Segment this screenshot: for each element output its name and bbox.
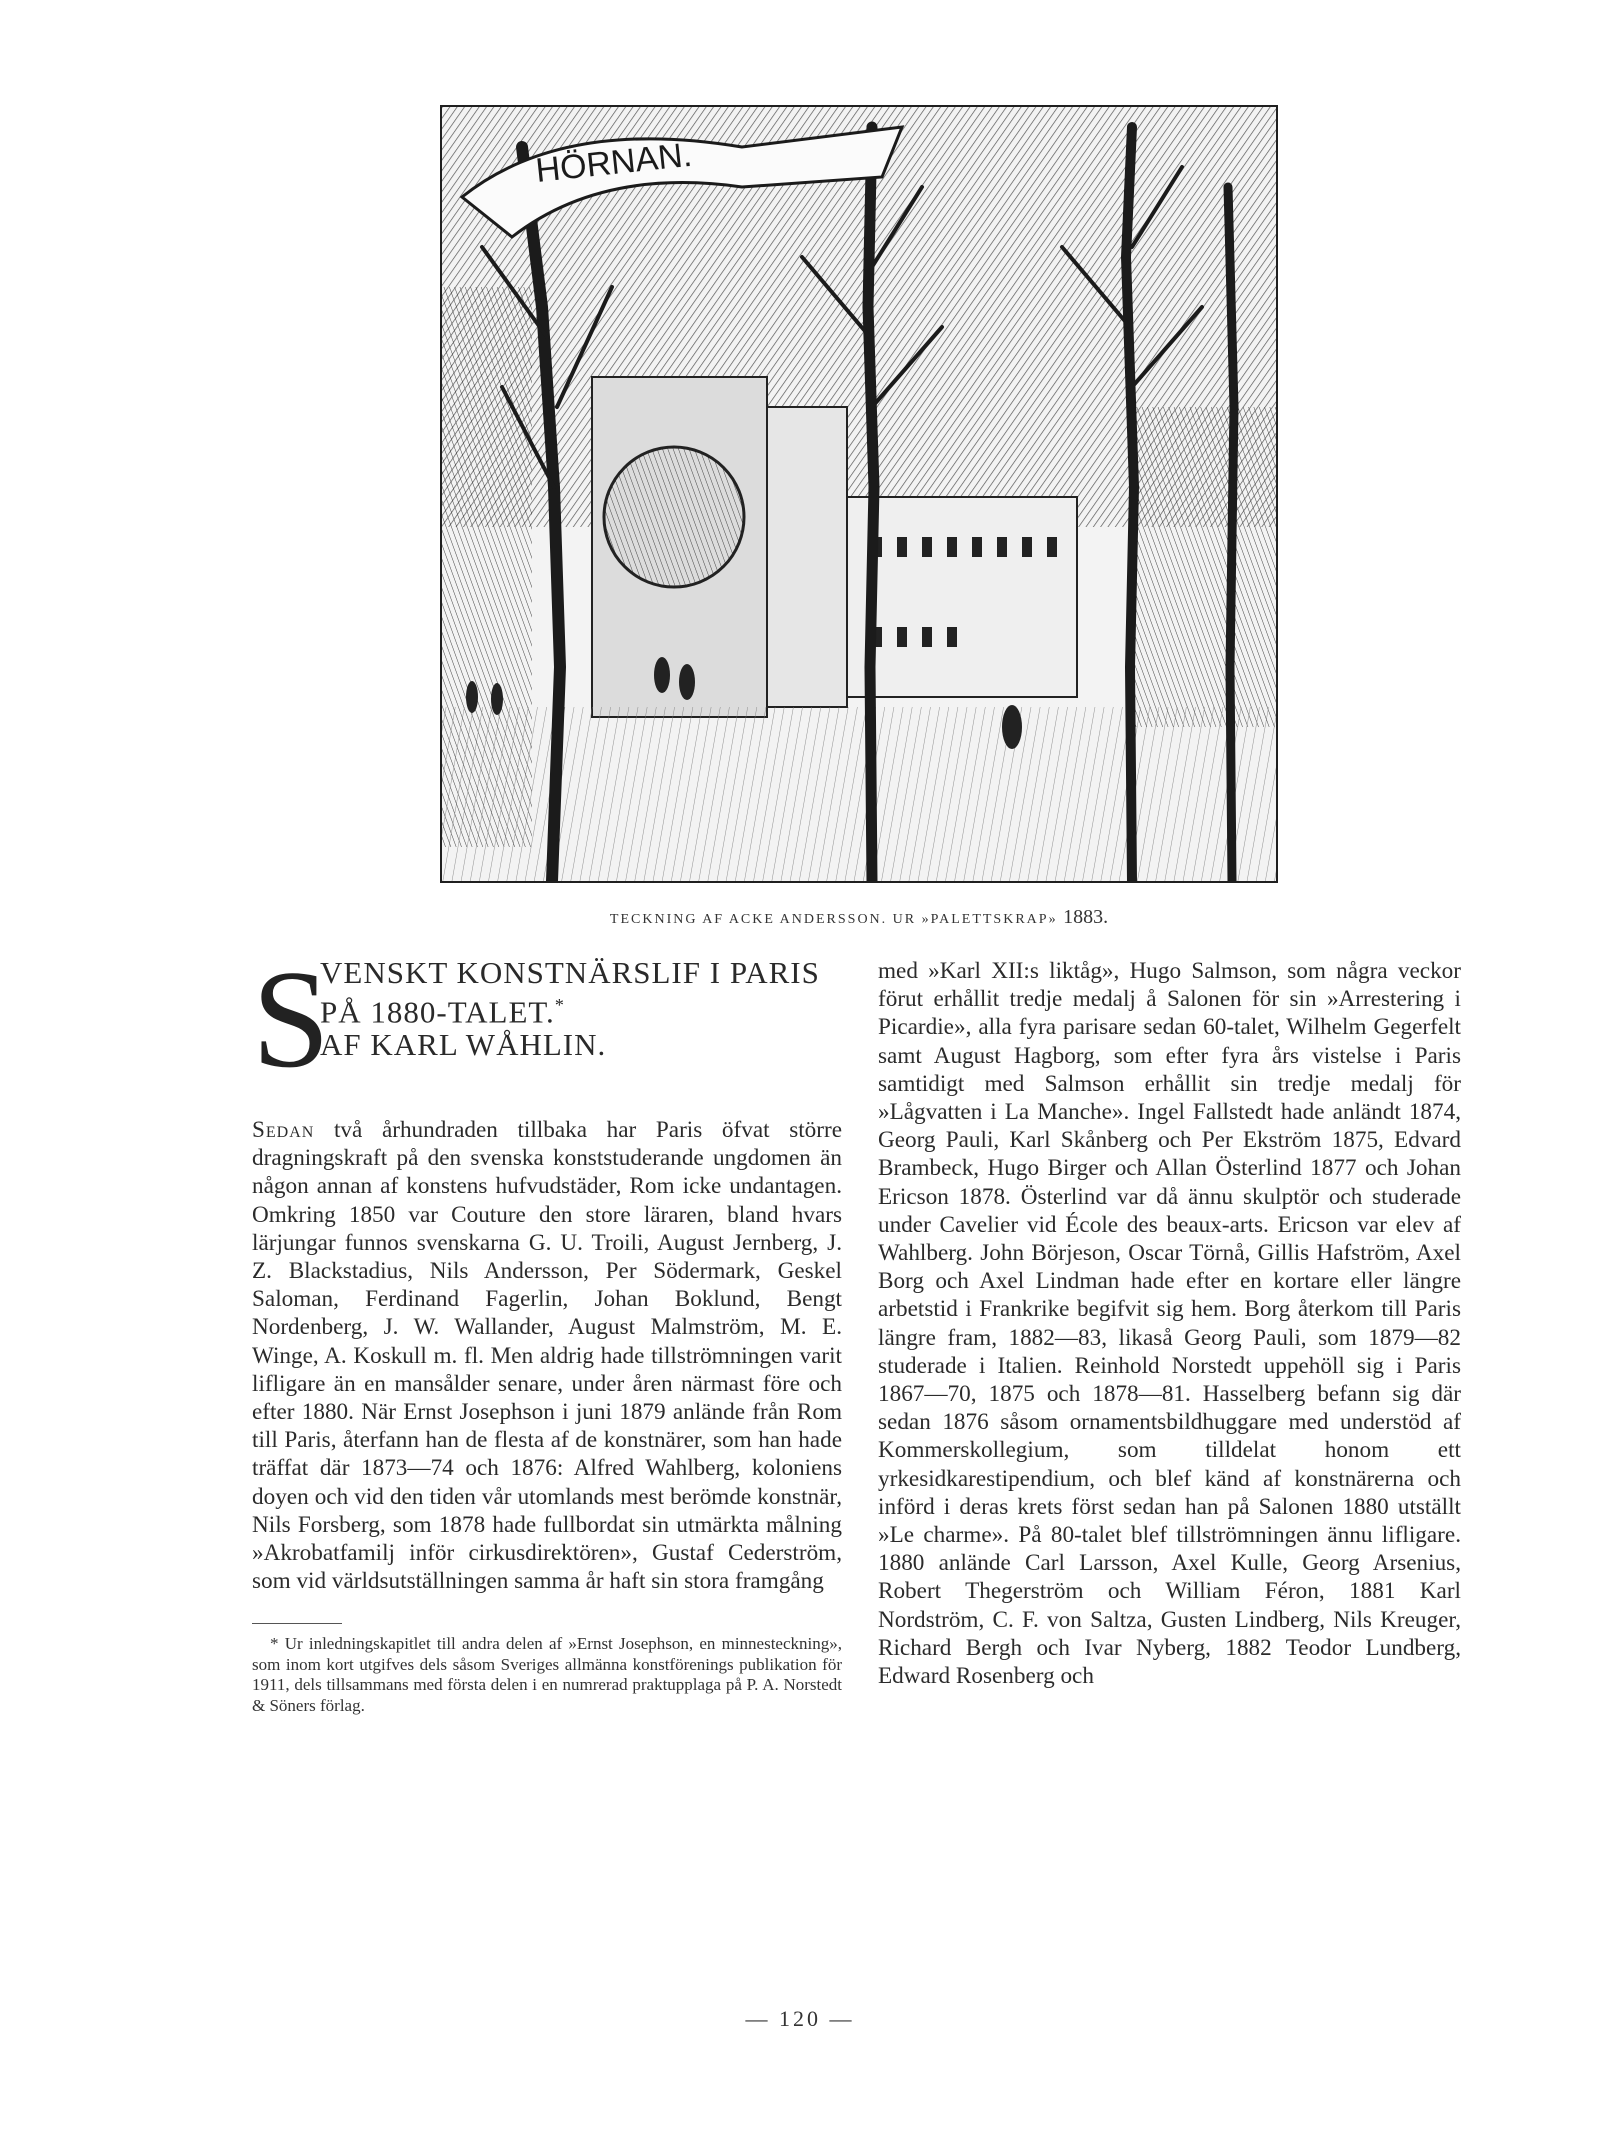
heading-author: AF KARL WÅHLIN. [320,1027,607,1063]
street-scene-drawing [442,107,1276,881]
heading-title-line1: VENSKT KONSTNÄRSLIF I PARIS [320,955,820,990]
left-body-content: två århundraden tillbaka har Paris öfvat större dragningskraft på den svenska konststuderande ungdomen än någon annan af konstens hufvudstäder, Rom icke undantagen. Omkring 1850 var Couture den store läraren, bland hvars lärjungar funnos svenskarna G. U. Troili, August Jernberg, J. Z. Blackstadius, Nils Andersson, Per Södermark, Geskel Saloman, Ferdinand Fagerlin, Johan Boklund, Bengt Nordenberg, J. W. Wallander, August Malmström, M. E. Winge, A. Koskull m. fl. Men aldrig hade tillströmningen varit lifligare än en mansålder senare, under åren närmast före och efter 1880. När Ernst Josephson i juni 1879 anlände från Rom till Paris, återfann han de flesta af de konstnärer, som han hade träffat där 1873—74 och 1876: Alfred Wahlberg, koloniens doyen och vid den tiden vår utomlands mest berömde konstnär, Nils Forsberg, som 1878 hade fullbordat sin utmärkta målning »Akrobatfamilj inför cirkusdirektören», Gustaf Cederström, som vid världsutställningen samma år haft sin stora framgång [252,1117,842,1595]
heading-lines [320,956,820,1061]
middle-building [767,407,847,707]
left-column [252,942,842,1716]
left-body-text [252,1116,842,1595]
street-ground [442,707,1276,881]
banner-text: HÖRNAN. [533,135,694,190]
page-number: — 120 — [745,2006,855,2031]
lead-word: Sedan [252,1117,315,1143]
footnote-rule [252,1623,342,1624]
right-column [878,957,1461,1690]
heading-title-line2 [320,989,820,1028]
poster-roundel [604,447,744,587]
footnote-marker: * [554,995,565,1015]
right-building [1132,407,1276,727]
low-building [847,497,1077,697]
street-scene-illustration [440,105,1278,883]
caption-year: 1883. [1063,906,1109,928]
illustration-caption [440,906,1278,929]
right-body-text: med »Karl XII:s liktåg», Hugo Salmson, som några veckor förut erhållit tredje medalj å Salonen för sin »Arrestering i Picardie», alla fyra parisare sedan 60-talet, Wilhelm Gegerfelt samt August Hagborg, som efter fyra års vistelse i Paris samtidigt med Salmson erhållit sin tredje medalj för »Lågvatten i La Manche». Ingel Fallstedt hade anländt 1874, Georg Pauli, Karl Skånberg och Per Ekström 1875, Edvard Brambeck, Hugo Birger och Allan Österlind 1877 och Johan Ericson 1878. Österlind var då ännu skulptör och studerade under Cavelier vid École des beaux-arts. Ericson var elev af Wahlberg. John Börjeson, Oscar Törnå, Gillis Hafström, Axel Borg och Axel Lindman hade efter en kortare eller längre arbetstid i Frankrike begifvit sig hem. Borg återkom till Paris längre fram, 1882—83, likaså Georg Pauli, som 1879—82 studerade i Italien. Reinhold Norstedt uppehöll sig i Paris 1867—70, 1875 och 1878—81. Hasselberg befann sig där sedan 1876 såsom ornamentsbildhuggare med understöd af Kommerskollegium, som tilldelat honom ett yrkesidkarestipendium, och blef känd af konstnärerna och införd i deras krets först sedan han på Salonen 1880 utställt »Le charme». På 80-talet blef tillströmningen ännu lifligare. 1880 anlände Carl Larsson, Axel Kulle, Georg Arsenius, Robert Thegerström och William Féron, 1881 Karl Nordström, C. F. von Saltza, Gusten Lindberg, Nils Kreuger, Richard Bergh och Ivar Nyberg, 1882 Teodor Lundberg, Edward Rosenberg och [878,958,1461,1690]
footnote: * Ur inledningskapitlet till andra delen af »Ernst Josephson, en minnesteckning», som inom kort utgifves dels såsom Sveriges allmänna konstförenings publikation för 1911, dels tillsammans med första delen i en numrerad praktupplaga på P. A. Norstedt & Söners förlag. [252,1634,842,1715]
article-heading [252,942,842,1097]
dropcap: S [252,942,330,1097]
caption-text: TECKNING AF ACKE ANDERSSON. UR »PALETTSKRAP» [609,912,1058,927]
heading-title-line2-text: PÅ 1880-TALET. [320,994,555,1030]
